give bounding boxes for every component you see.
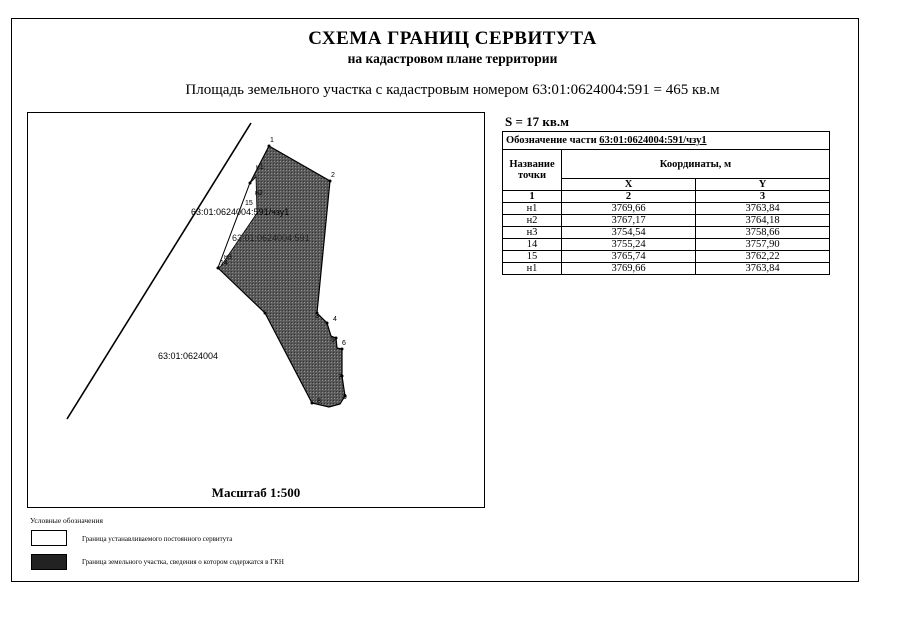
cell-y-value: 3762,22	[696, 251, 830, 263]
legend-text-parcel: Граница земельного участка, сведения о котором содержатся в ГКН	[82, 558, 284, 566]
cadastral-plan	[27, 112, 485, 508]
col-coordinates: Координаты, м	[562, 150, 830, 179]
parcel-polygon	[218, 146, 345, 407]
table-numbering-row	[503, 191, 830, 203]
table-row	[503, 215, 830, 227]
point-label-9: 9	[343, 394, 347, 401]
cell-point-name: н3	[503, 227, 562, 239]
cell-y-value: 3764,18	[696, 215, 830, 227]
cell-x-value: 3769,66	[562, 203, 696, 215]
cell-x-value: 3765,74	[562, 251, 696, 263]
point-label-2: 2	[331, 172, 335, 179]
point-label-5: 5	[331, 337, 335, 344]
legend-swatch-parcel	[31, 554, 67, 570]
table-header-row	[503, 150, 830, 179]
part-reference: 63:01:0624004:591/чзу1	[599, 135, 707, 146]
plan-scale: Масштаб 1:500	[211, 485, 301, 500]
cell-y-value: 3763,84	[696, 203, 830, 215]
part-prefix: Обозначение части	[506, 135, 597, 146]
cell-point-name: 15	[503, 251, 562, 263]
cell-x-value: 3754,54	[562, 227, 696, 239]
coordinates-table	[502, 131, 830, 275]
point-label-1: 1	[270, 137, 274, 144]
col-point-name: Название точки	[503, 150, 562, 191]
col-num-3: 3	[696, 191, 830, 203]
point-label-n3: н3	[224, 254, 232, 261]
part-designation-cell	[503, 132, 830, 150]
cell-y-value: 3763,84	[696, 263, 830, 275]
point-label-14: 14	[220, 260, 228, 267]
col-num-2: 2	[562, 191, 696, 203]
part-designation-row	[503, 132, 830, 150]
cell-point-name: н2	[503, 215, 562, 227]
servitude-label: 63:01:0624004:591/чзу1	[191, 207, 290, 217]
col-num-1: 1	[503, 191, 562, 203]
point-label-4: 4	[333, 316, 337, 323]
page-title: СХЕМА ГРАНИЦ СЕРВИТУТА	[308, 28, 597, 49]
legend-title: Условные обозначения	[30, 516, 103, 525]
page-subtitle: на кадастровом плане территории	[347, 51, 558, 66]
cell-point-name: н1	[503, 263, 562, 275]
point-label-n2: н2	[255, 190, 263, 197]
table-row	[503, 239, 830, 251]
legend-text-servitude: Граница устанавливаемого постоянного сервитута	[82, 535, 233, 543]
cell-y-value: 3758,66	[696, 227, 830, 239]
point-label-3: 3	[315, 313, 319, 320]
quarter-label: 63:01:0624004	[158, 351, 219, 361]
col-x: X	[562, 179, 696, 191]
plan-drawing	[28, 113, 484, 507]
cell-y-value: 3757,90	[696, 239, 830, 251]
table-row	[503, 263, 830, 275]
point-label-n1: н1	[256, 164, 264, 171]
point-label-8: 8	[317, 398, 321, 405]
cell-x-value: 3767,17	[562, 215, 696, 227]
table-row	[503, 251, 830, 263]
point-label-6: 6	[342, 340, 346, 347]
servitude-area: S = 17 кв.м	[505, 114, 570, 129]
cell-point-name: 14	[503, 239, 562, 251]
cell-x-value: 3755,24	[562, 239, 696, 251]
cell-point-name: н1	[503, 203, 562, 215]
point-label-15: 15	[245, 200, 253, 207]
parcel-area-line: Площадь земельного участка с кадастровым номером 63:01:0624004:591 = 465 кв.м	[185, 82, 720, 98]
table-row	[503, 227, 830, 239]
table-row	[503, 203, 830, 215]
legend-swatch-servitude	[31, 530, 67, 546]
parcel-label: 63:01:0624004:591	[232, 233, 310, 243]
point-label-7: 7	[338, 374, 342, 381]
col-y: Y	[696, 179, 830, 191]
cell-x-value: 3769,66	[562, 263, 696, 275]
